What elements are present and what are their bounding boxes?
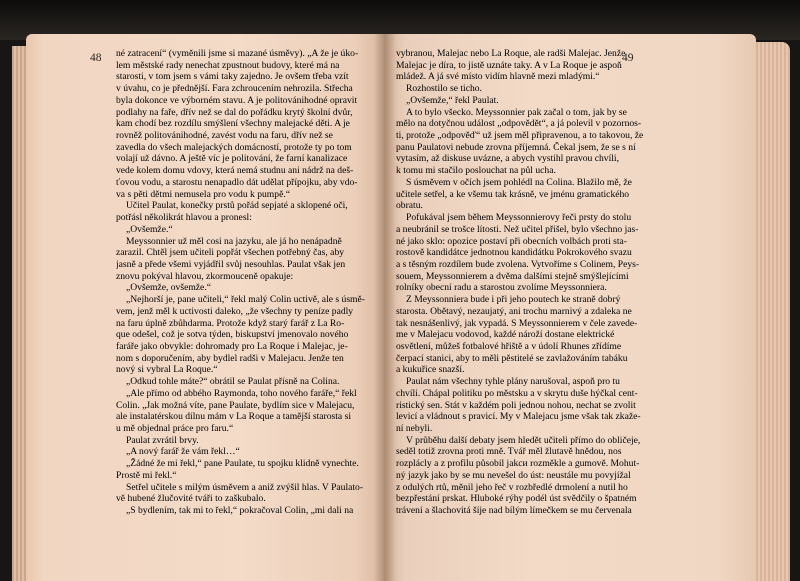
text-line: Učitel Paulat, konečky prstů pořád sepjaté a sklopené oči, [126, 200, 348, 212]
text-line: souem, Meyssonnierem a dvěma dalšími stejně smýšlejícími [396, 270, 629, 282]
text-line: rozplácly a z profilu působil jakси rozměkle a gumově. Mohut- [396, 458, 640, 470]
book-gutter [374, 34, 396, 581]
text-line: levicí a vládnout s pravicí. My v Malejacu jsme však tak zkaže- [396, 411, 641, 423]
open-book [26, 34, 790, 581]
text-line: u mě objednal práce pro faru.“ [116, 423, 234, 434]
text-line: rolníky obecní radu a starostou zvolíme Meyssonniera. [396, 282, 607, 294]
text-line: jasně a přede všemi vyjádřil svůj nesouhlas. Paulat však jen [116, 258, 346, 270]
text-line: rovněž politovánihodné, zavést vodu na faru, dřív než se [116, 130, 333, 142]
text-line: a s těsným rozdílem bude zvolena. Vytvoříme s Colinem, Peys- [396, 258, 640, 270]
text-line: Setřel učitele s milým úsměvem a aniž zvýšil hlas. V Paulato- [126, 481, 364, 493]
text-line: ný jazyk jako by se mu nevešel do úst: neustále mu povyjížal [396, 469, 631, 481]
right-page-text [396, 48, 646, 517]
text-line: podlahy na faře, dřív než se dal do pořádku krytý školní dvůr, [116, 106, 353, 118]
text-line: va s pěti dětmi nemusela pro vodu k pumpě.“ [116, 188, 290, 200]
text-line: Malejac je díra, to jistě uznáte taky. A v La Roque je aspoň [396, 59, 622, 71]
text-line: k tomu mi stačilo poslouchat na půl ucha. [396, 165, 556, 177]
text-line: nový si vybral La Roque.“ [116, 364, 218, 376]
text-line: bezpřestání prskat. Hluboké rýhy podél úst svědčily o špatném [396, 493, 637, 505]
text-line: v úvahu, co je přednější. Fara zchroucením nehrozila. Střecha [116, 83, 353, 95]
text-line: zarazil. Chtěl jsem učiteli popřát všechen potřebný čas, aby [116, 247, 345, 259]
text-line: vě hubené žlučovité tváři to zaškubalo. [116, 493, 266, 505]
text-line: „A nový farář že vám řekl…“ [126, 446, 240, 458]
text-line: Paulat zvrátil brvy. [126, 434, 199, 446]
text-line: vytasím, až diskuse uvázne, a abych vystihl pravou chvíli, [396, 153, 619, 165]
text-line: a kukuřice snazší. [396, 364, 465, 376]
text-line: trávení a šlachovitá šíje nad bílým límečkem se mu červenala [396, 505, 632, 517]
text-line: „Nejhorší je, pane učiteli,“ řekl malý Colin uctivě, ale s úsmě- [126, 294, 365, 306]
text-line: „Ovšemže,“ řekl Paulat. [406, 94, 499, 106]
text-line: ale instalatérskou dílnu mám v La Roque a tamější starosta si [116, 411, 351, 423]
text-line: potřásl několikrát hlavou a pronesl: [116, 212, 252, 224]
text-line: a neubránil se trošce lítosti. Než učitel přišel, bylo všechno jas- [396, 223, 639, 235]
text-line: „Odkud tohle máte?“ obrátil se Paulat přísně na Colina. [126, 376, 340, 388]
right-page-number: 49 [622, 52, 634, 64]
text-line: nom s doporučením, aby bydlel radši v Malejacu. Jenže ten [116, 352, 344, 364]
text-line: Pofukával jsem během Meyssonnierovy řeči prsty do stolu [406, 212, 632, 224]
text-line: ti, protože „odpověď“ už jsem měl připravenou, a to takovou, že [396, 130, 644, 142]
text-line: učitele setřel, a ke všemu tak krásně, ve jménu gramatického [396, 188, 630, 200]
text-line: mládež. A já své místo vidím hlavně mezi mladými.“ [396, 71, 600, 83]
text-line: ní nebyli. [396, 423, 433, 434]
text-line: V průběhu další debaty jsem hledět učiteli přímo do obličeje, [406, 434, 641, 446]
text-line: „Ovšemže, ovšemže.“ [126, 282, 211, 294]
text-line: „S bydlením, tak mi to řekl,“ pokračoval Colin, „mi dali na [126, 505, 354, 517]
text-line: „Žádné že mi řekl,“ pane Paulate, tu spojku klidně vynechte. [126, 458, 359, 470]
text-line: chvíli. Chápal politiku po městsku a v skrytu duše hýčkal cent- [396, 387, 638, 399]
left-page-text [116, 48, 368, 517]
text-line: né zatracení“ (vyměnili jsme si mazané úsměvy). „A že je úko- [116, 48, 359, 59]
text-line: S úsměvem v očích jsem pohlédl na Colina. Blažilo mě, že [406, 176, 632, 188]
left-page-number: 48 [90, 52, 102, 64]
text-line: osvětlení, můžeš fotbalové hřiště a v údolí Rhunes zřídíme [396, 340, 622, 352]
text-line: „Ale přímo od abbého Raymonda, toho nového faráře,“ řekl [126, 387, 357, 399]
text-line: zavedla do všech malejackých domácností, protože ty po tom [116, 141, 352, 153]
text-line: Meyssonnier už měl cosi na jazyku, ale já ho nenápadně [126, 235, 342, 247]
text-line: kam chodí bez rozdílu smýšlení všechny malejacké děti. A je [116, 118, 350, 130]
text-line: čerpací stanici, aby to měli pěstitelé se zavlažováním tabáku [396, 352, 628, 364]
text-line: Paulat nám všechny tyhle plány narušoval, aspoň pro tu [406, 376, 620, 388]
text-line: lem městské rady nenechat zpustnout budovy, které má na [116, 59, 340, 71]
text-line: starosta. Obětavý, nezaujatý, ani trochu marnivý a zdaleka ne [396, 305, 632, 317]
text-line: Rozhostilo se ticho. [406, 83, 482, 95]
right-page-edges [756, 42, 790, 581]
text-line: me v Malejacu vodovod, každé nároží dostane elektrické [396, 329, 615, 341]
text-line: Z Meyssonniera bude i při jeho poutech ke straně dobrý [406, 294, 621, 306]
text-line: vem, jenž měl k uctivosti daleko, „že všechny ty peníze padly [116, 305, 354, 317]
text-line: vybranou, Malejac nebo La Roque, ale radši Malejac. Jenže [396, 48, 626, 59]
text-line: panu Paulatovi nebude zrovna příjemná. Čekal jsem, že se s ní [396, 141, 636, 153]
text-line: z odulých rtů, měnil jeho řeč v rozbředlé drmolení a nutil ho [396, 481, 628, 493]
text-line: ťovou vodu, a starostu nenapadlo dát udělat přípojku, aby vdo- [116, 176, 358, 188]
text-line: né jako sklo: opozice postaví při obecních volbách proti sta- [396, 235, 627, 247]
text-line: rostově kandidátce jednotnou kandidátku Pokrokového svazu [396, 247, 632, 259]
text-line: tak nesnášenlivý, jak vypadá. S Meyssonnierem v čele zavede- [396, 317, 638, 329]
text-line: ristický sen. Stát v každém poli jednou nohou, nechat se zvolit [396, 399, 636, 411]
text-line: obratu. [396, 200, 423, 212]
text-line: „Ovšemže.“ [126, 223, 173, 235]
text-line: znovu pokýval hlavou, zkormouceně opakuje: [116, 270, 294, 282]
text-line: vede kolem domu vdovy, která nemá studnu ani nádrž na deš- [116, 165, 354, 177]
text-line: Prostě mi řekl.“ [116, 469, 177, 481]
text-line: seděl totiž zrovna proti mně. Tvář měl žlutavě hnědou, nos [396, 446, 622, 458]
text-line: Colin. „Jak možná víte, pane Paulate, bydlím sice v Malejacu, [116, 399, 355, 411]
text-line: faráře jako obvykle: dohromady pro La Roque i Malejac, je- [116, 340, 348, 352]
text-line: na faru úplně zbůhdarma. Protože když starý farář z La Ro- [116, 317, 345, 329]
text-line: que odešel, což je sotva týden, biskupství jmenovalo nového [116, 329, 349, 341]
text-line: byla dokonce ve výborném stavu. A je politovánihodné opravit [116, 94, 358, 106]
text-line: mělo na dotyčnou událost „odpovědět“, a já polevil v pozornos- [396, 118, 642, 130]
text-line: starosti, v tom jsem s vámi taky zajedno. Je ovšem třeba vzít [116, 71, 349, 83]
text-line: volají už dávno. A ještě víc je politování, že farní kanalizace [116, 153, 348, 165]
text-line: A to bylo všecko. Meyssonnier pak začal o tom, jak by se [406, 106, 627, 118]
